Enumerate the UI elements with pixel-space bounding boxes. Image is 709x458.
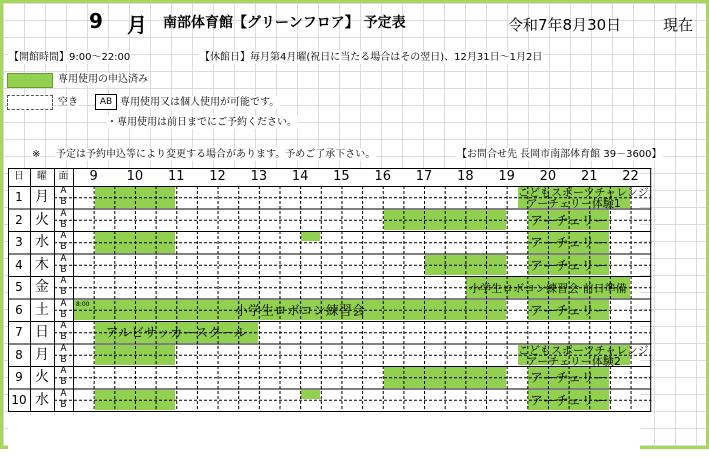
day-number: 9 [15,370,23,384]
court-label: A [60,253,67,264]
as-of-label: 現在 [663,16,694,34]
court-label: B [60,287,67,298]
legend-ab-box: AB [95,94,117,110]
notice-text: 予定は予約申込等により変更する場合があります。予めご了承下さい。 [56,149,376,160]
weekday: 金 [35,279,49,295]
booking-block [95,232,176,253]
day-number: 3 [15,235,23,249]
booking-block [528,300,609,321]
weekday: 火 [35,211,49,228]
booking-block [517,343,649,368]
legend-booked-swatch [7,73,53,88]
hour-label: 14 [291,169,309,184]
booking-label-line: アーチェリー体験2 [526,354,621,368]
booking-label: アーチェリー [529,213,608,229]
day-number: 4 [15,257,23,272]
court-label: B [60,399,67,410]
hour-label: 15 [333,169,350,184]
header-day: 日 [14,171,24,182]
court-label: A [60,343,67,354]
hour-label: 11 [167,169,185,184]
weekday: 火 [35,369,49,385]
court-label: B [60,309,67,320]
weekday: 水 [35,234,49,250]
legend-empty-swatch [7,95,53,110]
booking-block [528,390,609,411]
hour-label: 19 [498,169,515,184]
legend-booked-label: 専用使用の申込済み [58,74,148,85]
closed-days: 【休館日】毎月第4月曜(祝日に当たる場合はその翌日)、12月31日～1月2日 [200,52,543,63]
weekday: 月 [35,189,49,205]
booking-block [425,255,506,276]
schedule-grid [8,168,649,458]
opening-hours: 【開館時間】9:00～22:00 [9,52,131,63]
day-number: 6 [15,302,23,317]
weekday: 月 [35,346,49,363]
booking-block [528,367,609,388]
booking-label: アルビサッカースクール [105,326,247,341]
booking-label: アーチェリー [529,371,608,386]
court-label: A [60,298,67,309]
court-label: B [60,354,67,365]
booking-label: 小学生ロボコン練習会 [234,303,365,319]
booking-block [301,390,320,399]
month-unit: 月 [127,13,147,37]
page-title: 南部体育館【グリーンフロア】 予定表 [163,15,406,31]
booking-block [95,390,176,411]
court-label: A [60,231,67,241]
court-label: B [60,264,67,275]
weekday: 水 [35,391,49,408]
court-label: A [60,186,67,196]
header-weekday: 曜 [37,171,47,182]
court-label: B [60,219,67,230]
booking-block [384,367,506,388]
contact-info: 【お問合せ先 長岡市南部体育館 39－3600】 [457,149,662,160]
hour-label: 16 [374,169,392,184]
day-number: 10 [11,392,27,407]
day-number: 8 [15,347,23,362]
booking-label: アーチェリー [529,236,608,251]
booking-start-time: 8:00 [76,300,90,308]
hour-label: 22 [622,169,639,184]
booking-label: 小学生ロボコン練習会 前日準備 [469,282,627,295]
court-label: B [60,377,67,388]
booking-label: アーチェリー [529,303,608,319]
legend-empty-label: 空き [58,97,78,108]
day-number: 7 [15,325,23,339]
court-label: A [60,321,67,331]
hour-label: 20 [539,169,557,184]
month-number: 9 [89,9,103,33]
weekday: 日 [35,324,49,340]
booking-block [95,187,176,208]
booking-label-line: アーチェリー体験1 [526,197,621,210]
booking-block [528,210,609,231]
court-label: A [60,366,67,376]
hour-label: 21 [580,169,598,184]
day-number: 2 [15,212,23,227]
day-number: 1 [15,190,23,204]
court-label: A [60,388,67,399]
notice-mark: ※ [32,149,41,160]
current-date: 令和7年8月30日 [508,16,622,34]
booking-block [528,232,609,253]
hour-label: 13 [250,169,268,184]
booking-block [384,210,506,231]
hour-label: 17 [415,169,433,184]
booking-block [301,232,320,241]
booking-block [517,186,649,210]
header-court: 面 [58,171,69,182]
weekday: 木 [35,256,49,273]
booking-label: アーチェリー [529,393,608,409]
booking-block [74,300,506,321]
reservation-note: ・専用使用は前日までにご予約ください。 [107,117,297,128]
weekday: 土 [35,301,49,318]
legend-ab-label: 専用使用又は個人使用が可能です。 [120,97,280,108]
court-label: A [60,276,67,286]
booking-label-line: こどもスポーツチャレンジ [517,186,649,199]
booking-block [528,255,609,276]
court-label: B [60,242,67,253]
court-label: B [60,332,67,343]
hour-label: 18 [457,169,474,184]
court-label: A [60,208,67,219]
hour-label: 9 [89,169,98,184]
hour-label: 10 [126,169,144,184]
booking-block [466,277,629,298]
booking-label-line: こどもスポーツチャレンジ [517,343,649,357]
booking-block [95,345,176,366]
court-label: B [60,197,67,208]
booking-label: アーチェリー [529,258,608,274]
booking-block [95,322,258,343]
hour-label: 12 [209,169,226,184]
day-number: 5 [15,280,23,294]
